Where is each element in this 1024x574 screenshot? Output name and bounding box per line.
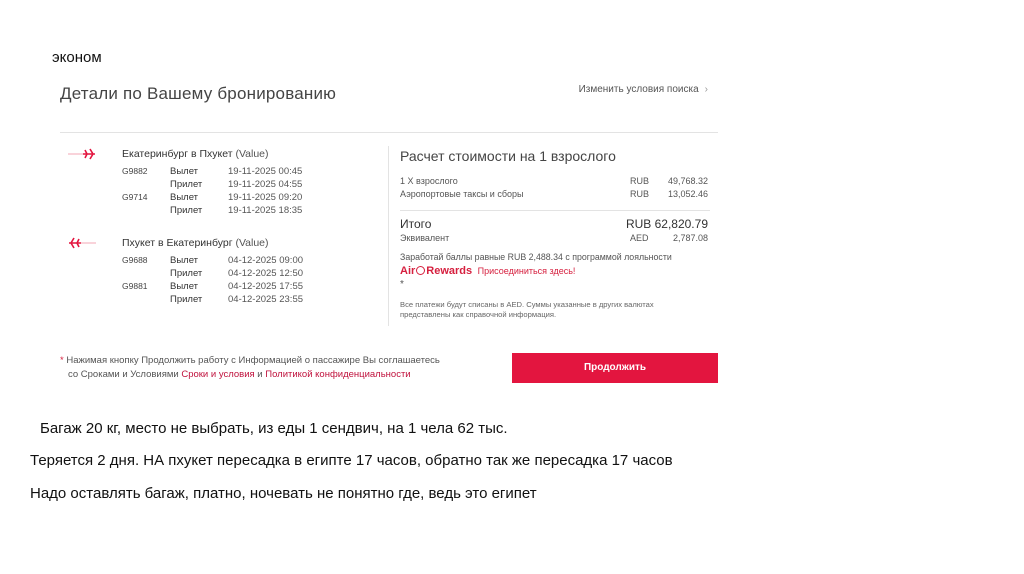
note-baggage: Багаж 20 кг, место не выбрать, из еды 1 сендвич, на 1 чела 62 тыс.	[40, 420, 508, 437]
flight-number: G9882	[122, 166, 148, 176]
segment-row	[122, 281, 382, 294]
segment-label: Прилет	[170, 205, 203, 216]
air-rewards-line	[400, 265, 710, 277]
join-rewards-link[interactable]: Присоединиться здесь!	[477, 266, 576, 276]
price-breakdown	[400, 148, 710, 320]
terms-and: и	[257, 369, 263, 380]
divider	[400, 210, 710, 211]
equivalent-label: Эквивалент	[400, 233, 450, 243]
outbound-route-name: Екатеринбург в Пхукет	[122, 148, 233, 160]
segment-time: 19-11-2025 09:20	[228, 192, 303, 203]
booking-card	[60, 76, 718, 386]
booking-title: Детали по Вашему бронированию	[60, 84, 337, 103]
loyalty-earn-text: Заработай баллы равные RUB 2,488.34 с программой лояльности	[400, 252, 672, 262]
total-row	[400, 217, 710, 233]
segment-label: Прилет	[170, 268, 203, 279]
segment-label: Вылет	[170, 166, 199, 177]
segment-time: 04-12-2025 09:00	[228, 255, 304, 266]
flight-number: G9688	[122, 255, 148, 265]
departure-plane-icon	[68, 148, 96, 160]
price-label: Аэропортовые таксы и сборы	[400, 189, 524, 199]
price-title: Расчет стоимости на 1 взрослого	[400, 148, 616, 164]
return-route	[122, 237, 269, 249]
segment-row	[122, 268, 382, 281]
segment-row	[122, 205, 382, 218]
privacy-policy-link[interactable]: Политикой конфиденциальности	[265, 369, 411, 380]
segment-row	[122, 179, 382, 192]
terms-text-2: со Сроками и Условиями	[68, 369, 179, 380]
currency-notice: Все платежи будут списаны в AED. Суммы указанные в других валютах представлены как справочной информация.	[400, 300, 654, 319]
equivalent-row	[400, 233, 710, 246]
air-rewards-logo-b: Rewards	[426, 265, 473, 277]
total-amount: RUB 62,820.79	[625, 217, 708, 231]
divider	[60, 132, 718, 133]
segment-label: Прилет	[170, 179, 203, 190]
note-egypt: Надо оставлять багаж, платно, ночевать не понятно где, ведь это египет	[30, 485, 537, 502]
segment-time: 19-11-2025 00:45	[228, 166, 303, 177]
segment-time: 04-12-2025 12:50	[228, 268, 304, 279]
price-row-adult	[400, 176, 710, 189]
segment-time: 04-12-2025 17:55	[228, 281, 304, 292]
return-fare-class: (Value)	[235, 237, 269, 249]
segment-time: 04-12-2025 23:55	[228, 294, 304, 305]
segment-time: 19-11-2025 18:35	[228, 205, 303, 216]
flight-number: G9881	[122, 281, 148, 291]
price-row-taxes	[400, 189, 710, 202]
segment-label: Вылет	[170, 281, 199, 292]
segment-time: 19-11-2025 04:55	[228, 179, 303, 190]
return-plane-icon	[68, 237, 96, 249]
slide-title: эконом	[52, 49, 102, 66]
segment-label: Прилет	[170, 294, 203, 305]
price-amount: 13,052.46	[667, 189, 708, 199]
flight-number: G9714	[122, 192, 148, 202]
segment-row	[122, 192, 382, 205]
outbound-route	[122, 148, 269, 160]
segment-row	[122, 166, 382, 179]
chevron-right-icon: ›	[704, 84, 708, 95]
price-amount: 49,768.32	[667, 176, 708, 186]
equivalent-amount: 2,787.08	[672, 233, 708, 243]
price-currency: RUB	[630, 176, 650, 186]
required-asterisk: *	[60, 355, 64, 366]
segment-label: Вылет	[170, 255, 199, 266]
vertical-divider	[388, 146, 389, 326]
segment-row	[122, 255, 382, 268]
continue-button[interactable]: Продолжить	[512, 353, 718, 383]
price-currency: RUB	[630, 189, 650, 199]
equivalent-currency: AED	[630, 233, 649, 243]
return-route-name: Пхукет в Екатеринбург	[122, 237, 233, 249]
modify-search-link[interactable]	[579, 84, 708, 95]
segment-label: Вылет	[170, 192, 199, 203]
air-rewards-logo	[400, 265, 472, 277]
total-label: Итого	[400, 217, 432, 231]
note-layover: Теряется 2 дня. НА пхукет пересадка в египте 17 часов, обратно так же пересадка 17 часов	[30, 452, 673, 469]
air-rewards-logo-a: Air	[400, 265, 416, 277]
asterisk-note: *	[400, 279, 404, 290]
price-label: 1 X взрослого	[400, 176, 458, 186]
terms-agreement	[60, 354, 480, 382]
terms-text: Нажимая кнопку Продолжить работу с Информацией о пассажире Вы соглашаетесь	[66, 355, 440, 366]
terms-conditions-link[interactable]: Сроки и условия	[181, 369, 255, 380]
outbound-fare-class: (Value)	[235, 148, 269, 160]
modify-search-label: Изменить условия поиска	[578, 84, 699, 95]
segment-row	[122, 294, 382, 307]
